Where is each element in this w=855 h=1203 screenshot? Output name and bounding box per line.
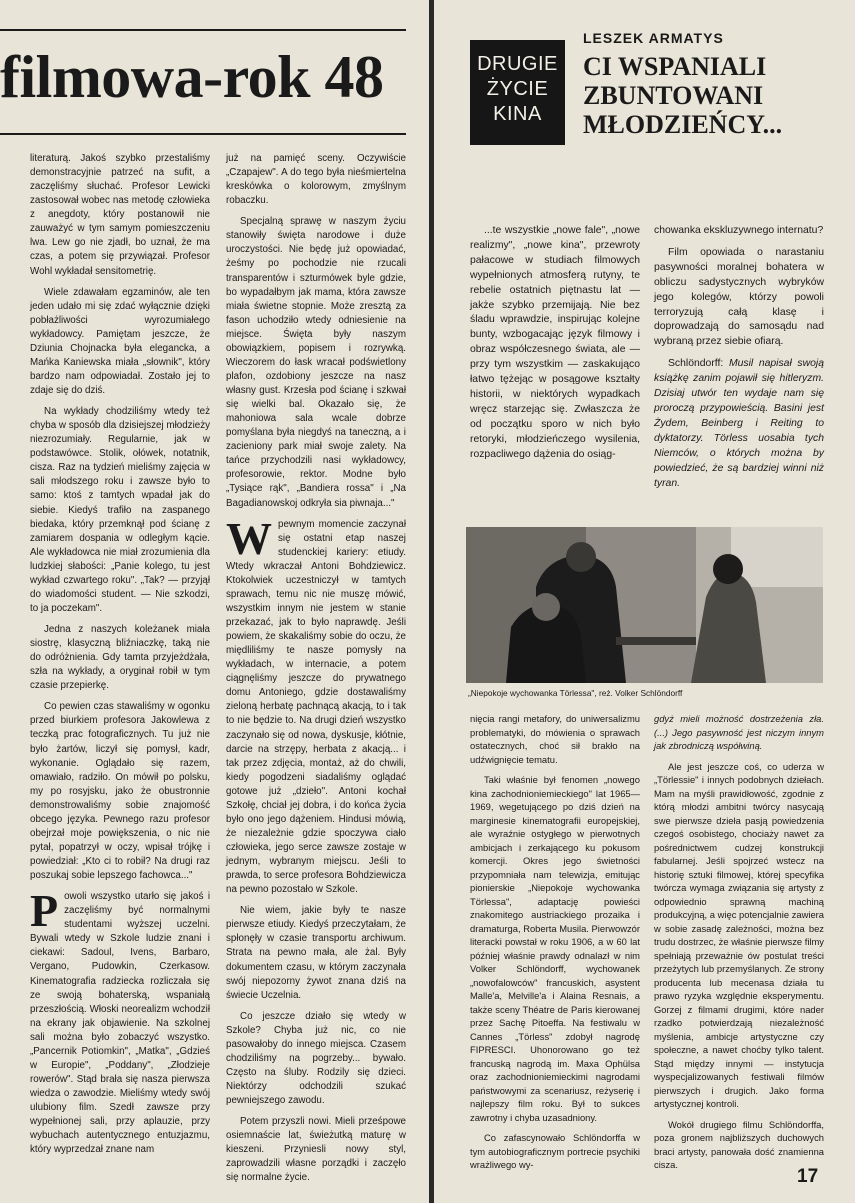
paragraph: już na pamięć sceny. Oczywiście „Czapajew". A do tego była nieśmiertelna kreskówka o kolorowym, zmyślnym robaczku. [226,153,406,207]
logo-line: DRUGIE [477,53,558,75]
paragraph: Wokół drugiego filmu Schlöndorffa, poza gronem najbliższych duchowych braci artysty, panowała dość znamienna cisza. [654,1118,824,1170]
quote-text: Musil napisał swoją książkę zanim pojawił się hitleryzm. Dzisiaj utwór ten wydaje nam się proroczą przypowieścią. Basini jest Żydem, Beinberg i Reiting to dyktatorzy. Törless uosabia tych Niemców, o których można by powiedzieć, że są bardziej winni niż tyran. [654,358,825,489]
paragraph: ...te wszystkie „nowe fale", „nowe realizmy", „nowe kina", przewroty pałacowe w studiach filmowych wypełnionych atmosferą rutyny, te rebelie ostatnich piętnastu lat — jakże szybko przemijają. Nie bez śladu wprawdzie, inspirując kolejne bunty, wzbogacając język filmowy i obraz współczesnego świata, ale — przy tym wszystkim — zaskakująco łatwo tężejąc w posągowe kształty historii, w niektórych wypadkach wręcz starzejąc się. Zwłaszcza że od początku sporo w nich było retoryki, młodzieńczego wysilenia, rozpacliwego dążenia do osiąg- [470,225,640,460]
logo-line: KINA [493,103,542,125]
paragraph: Potem przyszli nowi. Mieli prześpowe osiemnaście lat, świeżutką maturę w kieszeni. Przyniesli nowy styl, zaprowadzili własne porządki i zaczęło się normalne życie. [226,1116,406,1184]
title-line: MŁODZIEŃCY... [583,110,783,139]
paragraph: Film opowiada o narastaniu pasywności moralnej bohatera w obliczu sadystycznych wybryków jego kolegów, którzy powoli terroryzują całą klasę i doprowadzają do samosądu nad wybraną przez siebie ofiarą. [654,246,824,348]
film-still-image [466,527,823,683]
logo-line: ŻYCIE [486,78,549,100]
paragraph: Nie wiem, jakie były te nasze pierwsze etiudy. Kiedyś przeczytałam, że spłonęły w czasie transportu archiwum. Strata na pewno mała, ale żal. Były dokumentem czasu, w którym zaczynała swój niepozorny żywot znana dziś na świecie Uczelnia. [226,905,406,1001]
paragraph: literaturą. Jakoś szybko przestaliśmy demonstracyjnie patrzeć na sufit, a zaczęliśmy słuchać. Profesor Lewicki zastosował wobec nas metodę człowieka z anegdoty, który postanowił nie zauważyć w tym samym pomieszczeniu lwa. Lew go nie zjadł, bo uznał, że ma czas, a potem się przywiązał. Profesor Wohl wykładał sensitometrię. [30,153,210,277]
right-bottom-column-2 [654,712,824,1179]
paragraph-dropcap [30,885,210,1157]
paragraph-text: pewnym momencie zaczynał się ostatni etap naszej studenckiej kariery: etiudy. Wtedy wkraczał Antoni Bohdziewicz. Ktokolwiek uczestniczył w tamtych sprawach, temu nic nie muszę mówić, wszystkim innym nie jestem w stanie przekazać, jak to było naprawdę. Jeśli powiem, że skakaliśmy sobie do oczu, że międliliśmy te nasze pomysły na wykładach, w internacie, a potem ciągnęliśmy jeszcze do prywatnego domu Antoniego, gdzie dostawaliśmy zieloną herbatę pachnącą akacją, to i tak to nie będzie to. Na drugi dzień wszystko zaczynało się od nowa, dyskusje, kłótnie, darcie na strzępy, herbata z akacją... i tak przez zdjęcia, montaż, aż do chwili, kiedy pogodzeni siadaliśmy oglądać gotowe już „dzieło". Antoni kochał Szkołę, chciał jej dobra, i do końca życia było ono jego dążeniem. Hindusi mówią, że niezależnie gdzie spoczywa ciało człowieka, jego serce zawsze zostaje w jednym, wybranym miejscu. Jeśli to prawda, to serce profesora Bohdziewicza na pewno pozostało w Szkole. [226,518,406,896]
paragraph: Taki właśnie był fenomen „nowego kina zachodnioniemieckiego" lat 1965—1969, wegetującego po dziś dzień na marginesie kinematografii europejskiej, ale wyraźnie ostygłego w pierwotnych ambicjach i zerkającego ku pokusom komercji. Okres jego świetności przypomniała nam telewizja, emitując pionierskie „Niepokoje wychowanka Törlessa", adaptację powieści znakomitego austriackiego prozaika i dramaturga, Roberta Musila. Pierwowzór literacki powstał w roku 1906, a w 60 lat później właśnie prawdy odnalazł w nim Volker Schlöndorff, wychowanek „nowofalowców" francuskich, asystent Malle'a, Melville'a i Alaina Resnais, a także sceny Théatre de Paris kierowanej przez Sachę Pitoeffa. Na festiwalu w Cannes „Törless" zdobył nagrodę FIPRESCI. Uhonorowano go też francuską nagrodą im. Maxa Ophülsa oraz zachodnioniemieckimi nagrodami państwowymi za scenariusz, reżyserię i najlepszy film roku. Był to sukces zawrotny i chyba uzasadniony. [470,774,640,1123]
drop-cap-letter: P [30,885,59,937]
title-line: ZBUNTOWANI [583,81,764,110]
paragraph: Wiele zdawałam egzaminów, ale ten jeden udało mi się zdać wyłącznie dzięki pobłażliwości wyrozumiałego wykładowcy. Pamiętam jeszcze, że Dziunia Chojnacka była elegancka, a Mańka Kaniewska miała „słownik", który bardzo nam odpowiadał. Zostało jej to zdaje się do dziś. [30,286,210,396]
film-still-photo [466,527,823,683]
quote-lead: Schlöndorff: [668,358,729,370]
photo-caption: „Niepokoje wychowanka Törlessa", reż. Volker Schlöndorff [468,688,683,698]
right-bottom-column-1 [470,712,640,1179]
top-rule-left [0,29,406,31]
drop-cap-letter: W [226,512,272,564]
paragraph-text: owoli wszystko utarło się jakoś i zaczęliśmy być normalnymi studentami wyższej uczelni. Bywali wtedy w Szkole ludzie znani i ciekawi: Sadoul, Ivens, Barbaro, Vergano, Pudowkin, Czerkasow. Kinematografia radziecka rozliczała się ze swoją bohaterską, wspaniałą przeszłością. Włoski neorealizm wchodził na ekrany jak objawienie. Na szkolnej sali można było zobaczyć wszystko. „Pancernik Potiomkin", „Matka", „Gdzieś w Europie", „Poddany", „Złodzieje rowerów". Stąd brała się nasza pierwsza wiedza o zawodzie. Mieliśmy wtedy swój ulubiony film. Szedł zawsze przy wypełnionej sali, przy aplauzie, przy wybuchach autentycznego entuzjazmu, który wyprzedzał znane nam [30,891,210,1156]
title-line: CI WSPANIALI [583,52,767,81]
paragraph: Co jeszcze działo się wtedy w Szkole? Chyba już nic, co nie pasowałoby do innego miejsca. Czasem chodziliśmy na pogrzeby... bywało. Często na śluby. Rodzily się dzieci. Niektórzy odchodzili szukać pewniejszego zawodu. [226,1010,406,1107]
paragraph-dropcap [226,512,406,898]
left-column-1 [30,152,210,1164]
section-logo [470,40,565,145]
page-number: 17 [797,1166,819,1187]
paragraph: Ale jest jeszcze coś, co uderza w „Törlessie" i innych podobnych dziełach. Mam na myśli prawidłowość, zgodnie z którą młodzi ambitni twórcy nasycają swe pierwsze dzieła pasją powiedzenia czegoś osobistego, chociaży nawet za pośrednictwem cudzej konstrukcji fabularnej. Jeśli spojrzeć wstecz na historię sztuki filmowej, której specyfika twórcza wymaga związania się artysty z odpowiednio sprawną machiną produkcyjną, a więc potencjalnie zawiera w sobie zasadę zależności, można bez trudu dostrzec, że właśnie pierwsze filmy spełniają przeważnie ów postulat treści przeżytych lub przemyślanych. Ze strony producenta lub mecenasa działa tu prawo ryzyka względnie eksperymentu. Gorzej z filmami drugimi, które nader rzadko potwierdzają niezależność myślenia, ambicje artystyczne czy społeczne, a nawet choćby tylko talent. Stąd między innymi — instytucja wyspecjalizowanych festiwali filmów pierwszych i drugich. Jako forma artystycznej kontroli. [654,760,824,1109]
paragraph [654,357,824,491]
paragraph: Co zafascynowało Schlöndorffa w tym autobiograficznym portrecie psychiki wrażliwego wy- [470,1132,640,1170]
right-top-column-2 [654,224,824,498]
paragraph: Na wykłady chodziliśmy wtedy też chyba w sposób dla dzisiejszej młodzieży niezrozumiały. Regularnie, jak w podstawówce. Stolik, ołówek, notatnik, cisza. Raz na tydzień mieliśmy zajęcia w sali młodszego roku i zawsze było to samo: ktoś z tamtych wpadał jak do siebie. Kiedyś trafiło na zaspanego biedaka, który przemknął pod ścianę z zamiarem dospania w odległym kącie. Ale wykładowca nie miał zrozumienia dla ludzkiej słabości: „Panie kolego, tu jest wykład czwartego roku". „Tak? — przyjął do wiadomości student. — Nie szkodzi, to ja poczekam". [30,406,210,614]
left-column-2 [226,152,406,1192]
paragraph: Specjalną sprawę w naszym życiu stanowiły święta narodowe i duże uroczystości. Nie będę już opowiadać, żeśmy po pochodzie nie rzucali transparentów i szturmówek byle gdzie, bo wypadałbym jak mama, która zawsze miała świetne stopnie. Może zresztą za fason uchodziło wtedy odniesienie na miejsce. Święta były naszym obowiązkiem, popisem i rozrywką. Wieczorem do łask wracał podświetlony plafon, ozdobiony jeszcze na nasz własny gust. Krzesła pod ścianę i szkwał się wielki bal. Okazało się, że mahoniowa sala wcale dobrze pomyślana była niegdyś na taneczną, a i zacieniony park miał swoje zalety. Na tańce przychodzili nasi wykładowcy, profesorowie, rektor. Modne było „Tysiące rąk", „Bandiera rossa" i „Na Bagadianowskoj odkryła sia piwnaja..." [226,216,406,509]
page-title-left: filmowa-rok 48 [0,44,384,110]
quote-text: gdyż mieli możność dostrzeżenia zła. (...) Jego pasywność jest niczym innym jak zbrodniczą współwiną. [654,713,824,751]
right-top-column-1 [470,224,640,470]
paragraph [654,712,824,753]
paragraph: nięcia rangi metafory, do uniwersalizmu problematyki, do mówienia o sprawach ostatecznych, choć sił brakło na udźwignięcie tematu. [470,713,640,765]
page-gutter [429,0,434,1203]
title-rule-left [0,133,406,135]
paragraph: chowanka ekskluzywnego internatu? [654,225,824,236]
article-title [583,52,782,139]
author-name: LESZEK ARMATYS [583,30,724,46]
paragraph: Jedna z naszych koleżanek miała siostrę, klasyczną bliźniaczkę, taką nie do odróżnienia. Gdy tamta przyjeżdżała, szła na wykłady, a oryginał robił w tym czasie przepierkę. [30,624,210,692]
paragraph: Co pewien czas stawaliśmy w ogonku przed biurkiem profesora Jakowlewa z teczką prac fotograficznych. Tu już nie było żartów, liczył się pomysł, kadr, wykonanie. Oglądało się razem, omawiało, radziło. On mówił po polsku, my po rosyjsku, jako że obustronnie demonstrowaliśmy sobie znajomość obcego języka. Pewnego razu profesor obejrzał moje powiększenia, o nic nie pytał, popatrzył w oczy, wpisał trójkę i powiedział: „Kto ci to robił? Na drugi raz poszukaj sobie lepszego fachowca..." [30,701,210,882]
